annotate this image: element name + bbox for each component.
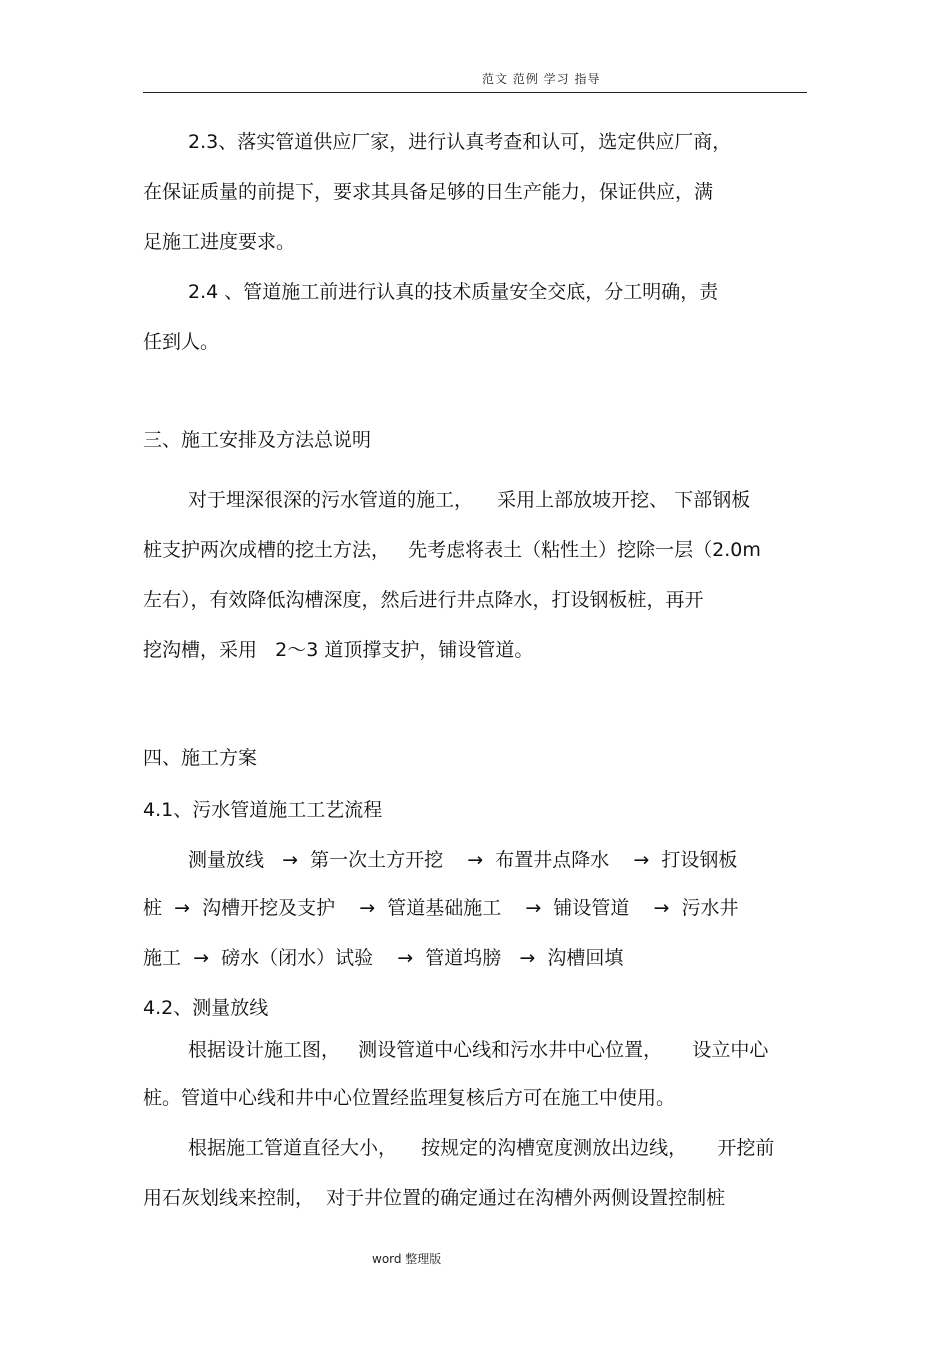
paragraph-line: 对于埋深很深的污水管道的施工， 采用上部放坡开挖、 下部钢板 xyxy=(188,489,751,511)
paragraph-line: 在保证质量的前提下，要求其具备足够的日生产能力，保证供应，满 xyxy=(143,181,714,203)
process-flow-line: 桩 → 沟槽开挖及支护 → 管道基础施工 → 铺设管道 → 污水井 xyxy=(143,897,739,919)
section-heading: 四、施工方案 xyxy=(143,747,258,769)
process-flow-line: 测量放线 → 第一次土方开挖 → 布置井点降水 → 打设钢板 xyxy=(188,849,738,871)
paragraph-line: 根据设计施工图， 测设管道中心线和污水井中心位置， 设立中心 xyxy=(188,1039,769,1061)
page-header-text: 范文 范例 学习 指导 xyxy=(482,72,601,86)
paragraph-line: 用石灰划线来控制， 对于井位置的确定通过在沟槽外两侧设置控制桩 xyxy=(143,1187,726,1209)
paragraph-line: 2.4 、管道施工前进行认真的技术质量安全交底，分工明确，责 xyxy=(188,281,719,303)
page-header-rule xyxy=(143,64,807,93)
section-heading: 三、施工安排及方法总说明 xyxy=(143,429,372,451)
paragraph-line: 桩支护两次成槽的挖土方法， 先考虑将表土（粘性土）挖除一层（2.0m xyxy=(143,539,761,561)
page-footer: word 整理版 xyxy=(372,1252,442,1266)
process-flow-line: 施工 → 磅水（闭水）试验 → 管道坞膀 → 沟槽回填 xyxy=(143,947,624,969)
paragraph-line: 桩。管道中心线和井中心位置经监理复核后方可在施工中使用。 xyxy=(143,1087,676,1109)
paragraph-line: 根据施工管道直径大小， 按规定的沟槽宽度测放出边线， 开挖前 xyxy=(188,1137,775,1159)
paragraph-line: 任到人。 xyxy=(143,331,220,353)
subsection-heading: 4.1、污水管道施工工艺流程 xyxy=(143,799,383,821)
paragraph-line: 挖沟槽，采用 2～3 道顶撑支护，铺设管道。 xyxy=(143,639,534,661)
subsection-heading: 4.2、测量放线 xyxy=(143,997,269,1019)
paragraph-line: 足施工进度要求。 xyxy=(143,231,296,253)
paragraph-line: 左右），有效降低沟槽深度，然后进行井点降水，打设钢板桩，再开 xyxy=(143,589,704,611)
paragraph-line: 2.3、落实管道供应厂家，进行认真考查和认可，选定供应厂商， xyxy=(188,131,732,153)
